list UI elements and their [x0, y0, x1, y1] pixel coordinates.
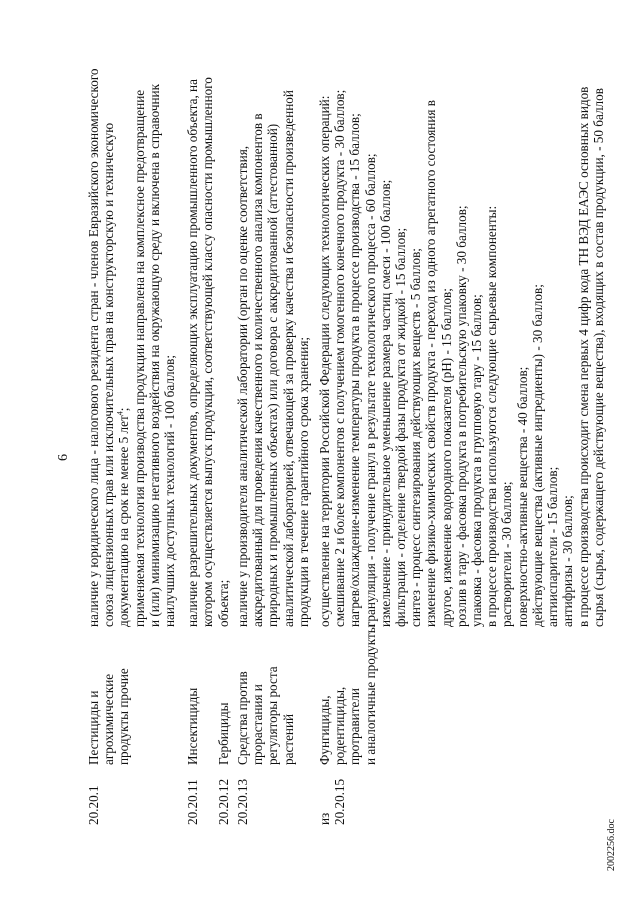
requirement-line: действующие вещества (активные ингредиенты) - 30 баллов;: [529, 284, 545, 627]
requirement-line: объекта;: [215, 579, 231, 627]
requirement-line: упаковка - фасовка продукта в групповую тару - 15 баллов;: [469, 294, 485, 627]
product-name-line: Пестициды и: [86, 690, 101, 765]
requirement-line: наличие у производителя аналитической лаборатории (орган по оценке соответствия,: [235, 145, 251, 627]
document-id: 2002256.doc: [606, 819, 617, 871]
requirement-line: котором осуществляется выпуск продукции, соответствующей классу опасности промышленного: [200, 77, 216, 627]
product-name: [86, 627, 132, 765]
requirement-line: сырья (сырья, содержащего действующие вещества), входящих в состав продукции, - 50 баллов: [590, 88, 606, 627]
okpd-code: 20.20.11: [185, 779, 201, 825]
product-name-line: растений: [280, 713, 296, 765]
product-name-line: Средства против: [235, 671, 251, 765]
requirement-line: в процессе производства используются следующие сырьевые компоненты:: [484, 205, 500, 627]
requirement-line: наличие у юридического лица - налогового резидента стран - членов Евразийского экономического: [86, 68, 101, 627]
footnote-mark: 4: [116, 411, 126, 416]
requirements-text: [235, 35, 311, 627]
requirement-line: продукции в течение гарантийного срока хранения;: [295, 336, 311, 627]
requirement-line: и (или) минимизацию негативного воздействия на окружающую среду и включена в справочник: [146, 84, 162, 627]
table-row: [317, 35, 606, 825]
requirement-line: другое, изменение водородного показателя (pH) - 15 баллов;: [438, 288, 454, 627]
requirements-text: [185, 35, 231, 627]
product-name-line: родентициды,: [332, 686, 348, 765]
requirement-line: растворители - 30 баллов;: [499, 481, 515, 627]
requirement-line: природных и промышленных объектах) или договора с аккредитованной (аттестованной): [265, 123, 281, 627]
table-row: [86, 35, 177, 825]
requirement-line: поверхностно-активные вещества - 40 баллов;: [514, 366, 530, 627]
requirement-line: наилучших доступных технологий - 100 баллов;: [162, 354, 178, 627]
requirement-line: изменение физико-химических свойств продукта - переход из одного агрегатного состояния в: [423, 99, 439, 627]
product-name-line: Фунгициды,: [317, 695, 333, 765]
requirement-line: антииспарители - 15 баллов;: [545, 466, 561, 627]
requirement-line: нагрев/охлаждение-изменение температуры продукта в процессе производства - 15 баллов;: [347, 113, 363, 627]
requirement-line: осуществление на территории Российской Федерации следующих технологических операций:: [317, 95, 333, 627]
product-name-line: регуляторы роста: [265, 666, 281, 765]
okpd-code: из 20.20.15: [317, 778, 348, 825]
product-name-line: Инсектициды: [185, 687, 201, 765]
requirement-line: применяемая технология производства продукции направлена на комплексное предотвращение: [131, 89, 147, 627]
product-name-line: протравители: [347, 688, 363, 765]
product-name-line: и аналогичные продукты: [362, 624, 378, 765]
product-name: [317, 624, 378, 765]
requirement-line: в процессе производства происходит смена первых 4 цифр кода ТН ВЭД ЕАЭС основных видов: [575, 86, 591, 627]
page-number: 6: [56, 454, 71, 461]
okpd-code: 20.20.12: [215, 778, 231, 825]
classifier-table: [86, 35, 606, 825]
requirement-line: [116, 35, 131, 627]
requirement-line-text: документацию на срок не менее 5 лет: [116, 415, 132, 627]
requirement-line: антифризы - 30 баллов;: [560, 495, 576, 627]
requirement-line: синтез - процесс синтезирования действующих веществ - 5 баллов;: [408, 248, 424, 627]
requirement-line: измельчение - принудительное уменьшение размера частиц смеси - 100 баллов;: [377, 179, 393, 627]
product-name-line: Гербициды: [215, 702, 231, 765]
okpd-code: 20.20.1: [86, 785, 101, 825]
product-name-line: прорастания и: [250, 684, 266, 765]
requirement-line: смешивание 2 и более компонентов с получением гомогенного конечного продукта - 30 баллов;: [332, 89, 348, 627]
table-row: [235, 35, 311, 825]
requirement-line: грануляция - получение гранул в результате технологического процесса - 60 баллов;: [362, 153, 378, 627]
product-name-line: агрохимические: [101, 673, 117, 765]
requirements-text: [86, 35, 177, 627]
okpd-code: 20.20.13: [235, 778, 251, 825]
requirement-line: аккредитованный для проведения качественного и количественного анализа компонентов в: [250, 113, 266, 627]
product-name-line: продукты прочие: [116, 668, 132, 765]
product-name: [235, 627, 296, 765]
requirement-line: фильтрация - отделение твердой фазы продукта от жидкой - 15 баллов;: [393, 227, 409, 627]
requirements-text: [317, 35, 606, 627]
product-name: [185, 627, 200, 765]
requirement-line: розлив в тару - фасовка продукта в потребительскую упаковку - 30 баллов;: [453, 205, 469, 627]
product-name: [216, 627, 231, 765]
footnote-tail: ;: [116, 407, 132, 412]
requirement-line: аналитической лабораторией, отвечающей за проверку качества и безопасности произведенной: [280, 90, 296, 627]
requirement-line: наличие разрешительных документов, определяющих эксплуатацию промышленного объекта, на: [185, 79, 201, 627]
requirement-line: союза лицензионных прав или исключительных прав на конструкторскую и техническую: [101, 122, 117, 627]
